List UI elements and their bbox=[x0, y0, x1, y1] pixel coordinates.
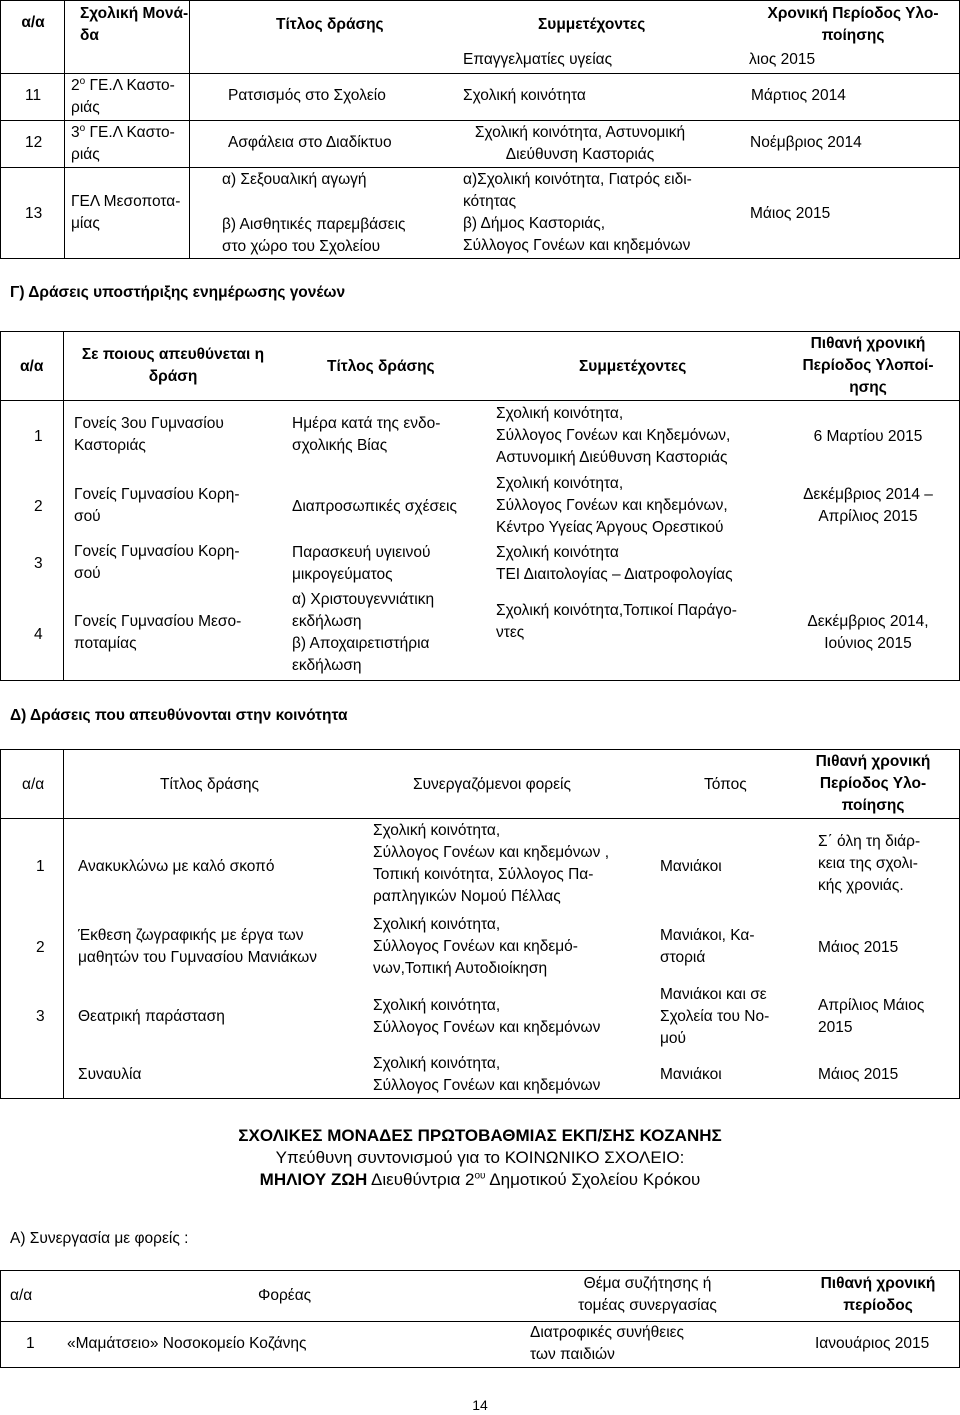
partners-cell: Σχολική κοινότητα, Σύλλογος Γονέων και κηδεμόνων bbox=[373, 997, 601, 1036]
participants-cell: Σχολική κοινότητα, Σύλλογος Γονέων και Κηδεμόνων, Αστυνομική Διεύθυνση Καστοριάς bbox=[496, 405, 731, 466]
col-header-period: Πιθανή χρονική Περίοδος Υλοποί- ησης bbox=[802, 335, 934, 396]
col-header-period: Χρονική Περίοδος Υλο- ποίησης bbox=[767, 5, 939, 44]
place-cell: Μανιάκοι bbox=[660, 1066, 722, 1083]
period-cell: Ιανουάριος 2015 bbox=[815, 1335, 930, 1352]
col-header-partners: Συνεργαζόμενοι φορείς bbox=[413, 776, 571, 793]
kozani-coordinator-label: Υπεύθυνη συντονισμού για το ΚΟΙΝΩΝΙΚΟ ΣΧΟΛΕΙΟ: bbox=[275, 1148, 685, 1167]
col-header-title: Τίτλος δράσης bbox=[160, 776, 260, 793]
partial-period: λιος 2015 bbox=[749, 51, 816, 68]
activity-title: Θεατρική παράσταση bbox=[78, 1008, 225, 1025]
activity-title: Έκθεση ζωγραφικής με έργα των μαθητών του Γυμνασίου Μανιάκων bbox=[78, 927, 318, 966]
col-header-school: Σχολική Μονά- δα bbox=[80, 5, 189, 44]
period-cell: 6 Μαρτίου 2015 bbox=[813, 428, 923, 445]
col-header-num: α/α bbox=[10, 1287, 33, 1304]
col-header-num: α/α bbox=[21, 14, 45, 31]
kozani-heading bbox=[0, 1125, 960, 1191]
activity-title: Συναυλία bbox=[78, 1066, 142, 1083]
kozani-coordinator: ΜΗΛΙΟΥ ΖΩΗ Διευθύντρια $2^{o\upsilon}$ Δημοτικού Σχολείου Κρόκου bbox=[259, 1170, 701, 1189]
row-num: 1 bbox=[34, 428, 43, 445]
page-number: 14 bbox=[472, 1397, 488, 1413]
activity-title: Παρασκευή υγιεινού μικρογεύματος bbox=[292, 544, 431, 583]
col-header-participants: Συμμετέχοντες bbox=[579, 358, 687, 375]
col-header-period: Πιθανή χρονική περίοδος bbox=[820, 1275, 936, 1314]
row-num: 11 bbox=[25, 87, 42, 104]
col-header-participants: Συμμετέχοντες bbox=[538, 16, 646, 33]
row-num: 3 bbox=[36, 1008, 45, 1025]
activity-title: Διαπροσωπικές σχέσεις bbox=[292, 498, 457, 515]
participants-cell: Σχολική κοινότητα, Σύλλογος Γονέων και κηδεμόνων, Κέντρο Υγείας Άργους Ορεστικού bbox=[496, 475, 728, 536]
place-cell: Μανιάκοι bbox=[660, 858, 722, 875]
activity-period: Μάρτιος 2014 bbox=[751, 87, 846, 104]
period-cell: Μάιος 2015 bbox=[818, 1066, 899, 1083]
row-num: 12 bbox=[25, 134, 43, 151]
period-cell: Σ΄ όλη τη διάρ- κεια της σχολι- κής χρονιάς. bbox=[818, 833, 921, 894]
topic-cell: Διατροφικές συνήθειες των παιδιών bbox=[530, 1324, 685, 1363]
col-header-topic: Θέμα συζήτησης ή τομέας συνεργασίας bbox=[578, 1275, 717, 1314]
period-cell: Μάιος 2015 bbox=[818, 939, 899, 956]
body-cell: «Μαμάτσειο» Νοσοκομείο Κοζάνης bbox=[67, 1335, 307, 1352]
row-num: 4 bbox=[34, 626, 43, 643]
section-c-heading: Γ) Δράσεις υποστήριξης ενημέρωσης γονέων bbox=[10, 284, 346, 301]
audience-cell: Γονείς Γυμνασίου Κορη- σού bbox=[74, 486, 240, 525]
col-header-num: α/α bbox=[22, 776, 45, 793]
audience-cell: Γονείς Γυμνασίου Κορη- σού bbox=[74, 543, 240, 582]
activity-participants: Σχολική κοινότητα bbox=[463, 87, 586, 104]
activity-participants: Σχολική κοινότητα, Αστυνομική Διεύθυνση Καστοριάς bbox=[474, 124, 686, 163]
col-header-title: Τίτλος δράσης bbox=[276, 16, 384, 33]
activity-title-a: α) Σεξουαλική αγωγή bbox=[222, 171, 367, 188]
period-cell: Απρίλιος Μάιος 2015 bbox=[818, 997, 925, 1036]
activity-title: Ασφάλεια στο Διαδίκτυο bbox=[228, 134, 392, 151]
partners-cell: Σχολική κοινότητα, Σύλλογος Γονέων και κηδεμό- νων,Τοπική Αυτοδιοίκηση bbox=[373, 916, 578, 977]
row-num: 13 bbox=[25, 205, 43, 222]
participants-cell: Σχολική κοινότητα,Τοπικοί Παράγο- ντες bbox=[496, 602, 737, 641]
participants-cell: Σχολική κοινότητα ΤΕΙ Διαιτολογίας – Διατροφολογίας bbox=[496, 544, 733, 583]
place-cell: Μανιάκοι και σε Σχολεία του Νο- μού bbox=[660, 986, 770, 1047]
partial-participants: Επαγγελματίες υγείας bbox=[463, 51, 613, 68]
school-name: $3^o$ ΓΕ.Λ Καστο- ριάς bbox=[71, 122, 175, 163]
partners-cell: Σχολική κοινότητα, Σύλλογος Γονέων και κηδεμόνων bbox=[373, 1055, 601, 1094]
activity-title: α) Χριστουγεννιάτικη εκδήλωση β) Αποχαιρετιστήρια εκδήλωση bbox=[292, 591, 435, 674]
place-cell: Μανιάκοι, Κα- στοριά bbox=[660, 927, 755, 966]
col-header-period: Πιθανή χρονική Περίοδος Υλο- ποίησης bbox=[815, 753, 931, 814]
row-num: 3 bbox=[34, 555, 43, 572]
partners-cell: Σχολική κοινότητα, Σύλλογος Γονέων και κηδεμόνων , Τοπική κοινότητα, Σύλλογος Πα- ραπληγικών Νομού Πέλλας bbox=[373, 822, 610, 905]
audience-cell: Γονείς 3ου Γυμνασίου Καστοριάς bbox=[74, 415, 224, 454]
school-name: $2^o$ ΓΕ.Λ Καστο- ριάς bbox=[71, 75, 175, 116]
activity-title: Ημέρα κατά της ενδο- σχολικής Βίας bbox=[292, 415, 441, 454]
col-header-title: Τίτλος δράσης bbox=[327, 358, 435, 375]
audience-cell: Γονείς Γυμνασίου Μεσο- ποταμίας bbox=[74, 613, 242, 652]
col-header-place: Τόπος bbox=[704, 776, 747, 793]
col-header-num: α/α bbox=[20, 358, 44, 375]
school-name: ΓΕΛ Μεσοποτα- μίας bbox=[71, 193, 181, 232]
activity-title-b: β) Αισθητικές παρεμβάσεις στο χώρο του Σχολείου bbox=[222, 216, 406, 255]
section-a-heading: Α) Συνεργασία με φορείς : bbox=[10, 1230, 189, 1247]
row-num: 2 bbox=[34, 498, 43, 515]
activity-period: Μάιος 2015 bbox=[750, 205, 831, 222]
activity-title: Ρατσισμός στο Σχολείο bbox=[228, 87, 386, 104]
period-cell: Δεκέμβριος 2014, Ιούνιος 2015 bbox=[807, 613, 929, 652]
period-cell: Δεκέμβριος 2014 – Απρίλιος 2015 bbox=[803, 486, 933, 525]
row-num: 2 bbox=[36, 939, 45, 956]
activity-period: Νοέμβριος 2014 bbox=[750, 134, 862, 151]
col-header-body: Φορέας bbox=[258, 1287, 312, 1304]
kozani-title: ΣΧΟΛΙΚΕΣ ΜΟΝΑΔΕΣ ΠΡΩΤΟΒΑΘΜΙΑΣ ΕΚΠ/ΣΗΣ ΚΟΖΑΝΗΣ bbox=[238, 1126, 722, 1145]
row-num: 1 bbox=[26, 1335, 35, 1352]
activity-title: Ανακυκλώνω με καλό σκοπό bbox=[78, 858, 275, 875]
col-header-audience: Σε ποιους απευθύνεται η δράση bbox=[81, 346, 265, 385]
row-num: 1 bbox=[36, 858, 45, 875]
activity-participants: α)Σχολική κοινότητα, Γιατρός ειδι- κότητας β) Δήμος Καστοριάς, Σύλλογος Γονέων και κηδεμόνων bbox=[463, 171, 692, 254]
section-d-heading: Δ) Δράσεις που απευθύνονται στην κοινότητα bbox=[10, 707, 348, 724]
